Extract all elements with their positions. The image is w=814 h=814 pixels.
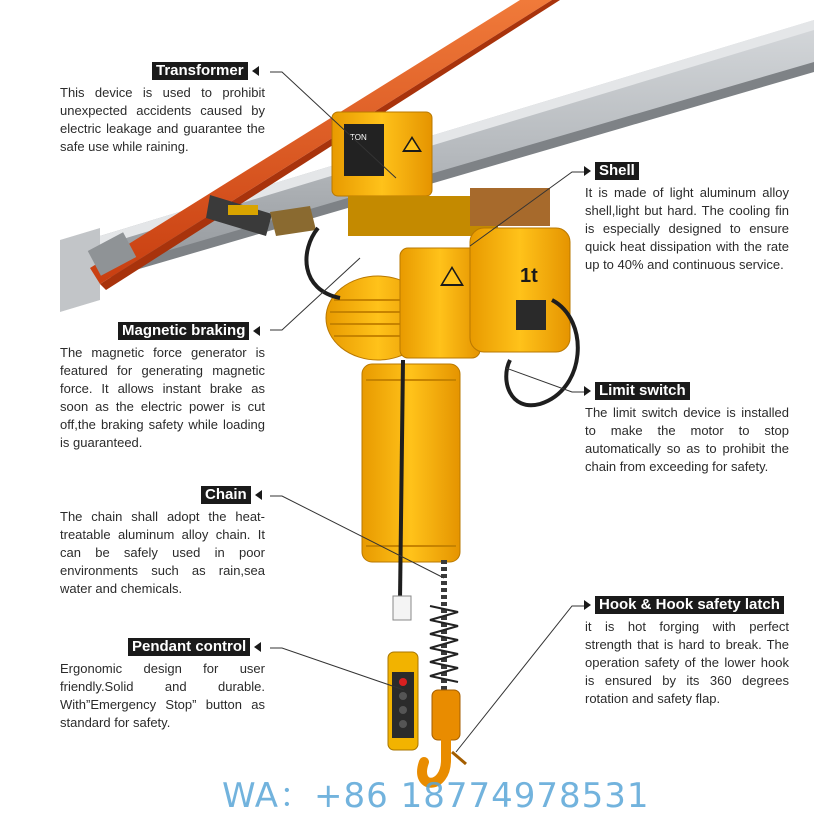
limit-switch-title: Limit switch: [595, 382, 690, 400]
pointer-right-icon: [584, 166, 591, 176]
contact-watermark: WA：+86 18774978531: [222, 776, 650, 814]
transformer-label: [152, 62, 259, 80]
magnetic-braking-description: The magnetic force generator is featured for generating magnetic force. It allows instant brake as soon as the electric power is cut off,the braking safety while loading is guaranteed.: [60, 345, 265, 450]
shell-label: [584, 162, 639, 180]
transformer-box: [332, 112, 432, 196]
limit-switch-description: The limit switch device is installed to make the motor to stop automatically so as to prohibit the chain from exceeding for safety.: [585, 405, 789, 474]
pendant-control-title: Pendant control: [128, 638, 250, 656]
pointer-left-icon: [253, 326, 260, 336]
hook-label: [584, 596, 784, 614]
chain-description: The chain shall adopt the heat-treatable aluminum alloy chain. It can be safely used in poor environments such as rain,sea water and chemicals.: [60, 509, 265, 596]
capacity-marking: 1t: [520, 265, 538, 287]
transformer-description: This device is used to prohibit unexpected accidents caused by electric leakage and guarantee the safe use while raining.: [60, 85, 265, 154]
chain-title: Chain: [201, 486, 251, 504]
transformer-title: Transformer: [152, 62, 248, 80]
pendant-control-description: Ergonomic design for user friendly.Solid and durable. With”Emergency Stop” button as standard for safety.: [60, 661, 265, 730]
magnetic-braking-label: [118, 322, 260, 340]
hoist-body: [326, 188, 570, 360]
pendant-control: [388, 596, 418, 750]
pointer-left-icon: [254, 642, 261, 652]
hook-title: Hook & Hook safety latch: [595, 596, 784, 614]
chain-container: [362, 364, 460, 562]
brand-marking: TON: [350, 133, 367, 142]
pointer-left-icon: [255, 490, 262, 500]
shell-title: Shell: [595, 162, 639, 180]
pointer-right-icon: [584, 386, 591, 396]
load-chain: [430, 560, 458, 700]
chain-label: [201, 486, 262, 504]
pendant-control-label: [128, 638, 261, 656]
limit-switch-label: [584, 382, 690, 400]
pointer-left-icon: [252, 66, 259, 76]
shell-description: It is made of light aluminum alloy shell,light but hard. The cooling fin is especially designed to ensure quick heat dissipation with the rate up to 40% and continuous service.: [585, 185, 789, 272]
hook-description: it is hot forging with perfect strength that is hard to break. The operation safety of the lower hook is ensured by its 360 degrees rotation and safety flap.: [585, 619, 789, 706]
pointer-right-icon: [584, 600, 591, 610]
magnetic-braking-title: Magnetic braking: [118, 322, 249, 340]
